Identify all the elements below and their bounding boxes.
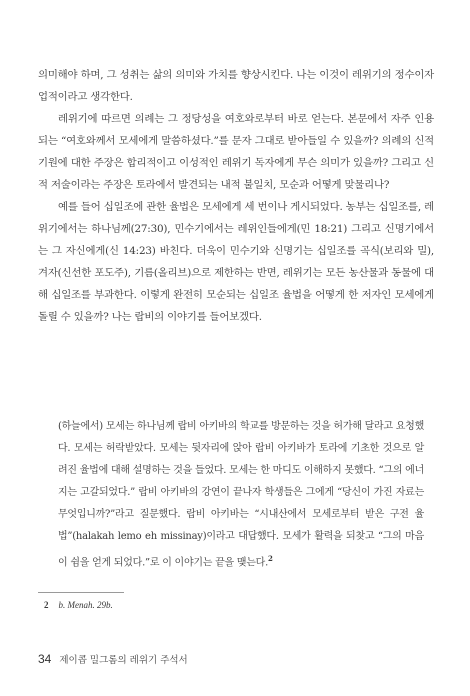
page-number: 34 [38,652,52,666]
running-title: 제이콥 밀그롬의 레위기 주석서 [59,655,188,666]
footnote-number: 2 [44,600,49,610]
paragraph-2: 레위기에 따르면 의례는 그 정당성을 여호와로부터 바로 얻는다. 본문에서 자주 인용되는 “여호와께서 모세에게 말씀하셨다.”를 문자 그대로 받아들일 수 있을까? 의례의 신적 기원에 대한 주장은 합리적이고 이성적인 레위기 독자에게 무슨 의미가 있을까? 그리고 신적 저술이라는 주장은 토라에서 발견되는 내적 불일치, 모순과 어떻게 맞물리나? [38,113,434,191]
footnote-divider [38,592,124,593]
footnote [44,600,113,610]
paragraph-1: 의미해야 하며, 그 성취는 삶의 의미와 가치를 향상시킨다. 나는 이것이 레위기의 정수이자 업적이라고 생각한다. [38,69,434,103]
footnote-text: b. Menah. 29b. [58,600,113,610]
block-quote-body: (하늘에서) 모세는 하나님께 랍비 아키바의 학교를 방문하는 것을 허가해 달라고 요청했다. 모세는 허락받았다. 모세는 뒷자리에 앉아 랍비 아키바가 토라에 기초한 것으로 알려진 율법에 대해 설명하는 것을 들었다. 모세는 한 마디도 이해하지 못했다. “그의 에너지는 고갈되었다.” 랍비 아키바의 강연이 끝나자 학생들은 그에게 “당신이 가진 자료는 무엇입니까?”라고 질문했다. 랍비 아키바는 “시내산에서 모세로부터 받은 구전 율법”(halakah lemo eh missinay)이라고 대답했다. 모세가 활력을 되찾고 “그의 마음이 쉼을 얻게 되었다.”로 이 이야기는 끝을 맺는다. [58,421,424,569]
block-quote-text [58,416,424,574]
footnote-reference: 2 [268,554,273,563]
body-text [38,64,434,328]
paragraph-3: 예를 들어 십일조에 관한 율법은 모세에게 세 번이나 게시되었다. 농부는 십일조를, 레위기에서는 하나님께(27:30), 민수기에서는 레위인들에게(민 18:21) 그리고 신명기에서는 그 자신에게(신 14:23) 바친다. 더욱이 민수기와 신명기는 십일조를 곡식(보리와 밀), 겨자(신선한 포도주), 기름(올리브)으로 제한하는 반면, 레위기는 모든 농산물과 동물에 대해 십일조를 부과한다. 이렇게 완전히 모순되는 십일조 율법을 어떻게 한 저자인 모세에게 돌릴 수 있을까? 나는 랍비의 이야기를 들어보겠다. [38,201,434,323]
block-quote [58,416,424,574]
page-footer [38,652,188,666]
